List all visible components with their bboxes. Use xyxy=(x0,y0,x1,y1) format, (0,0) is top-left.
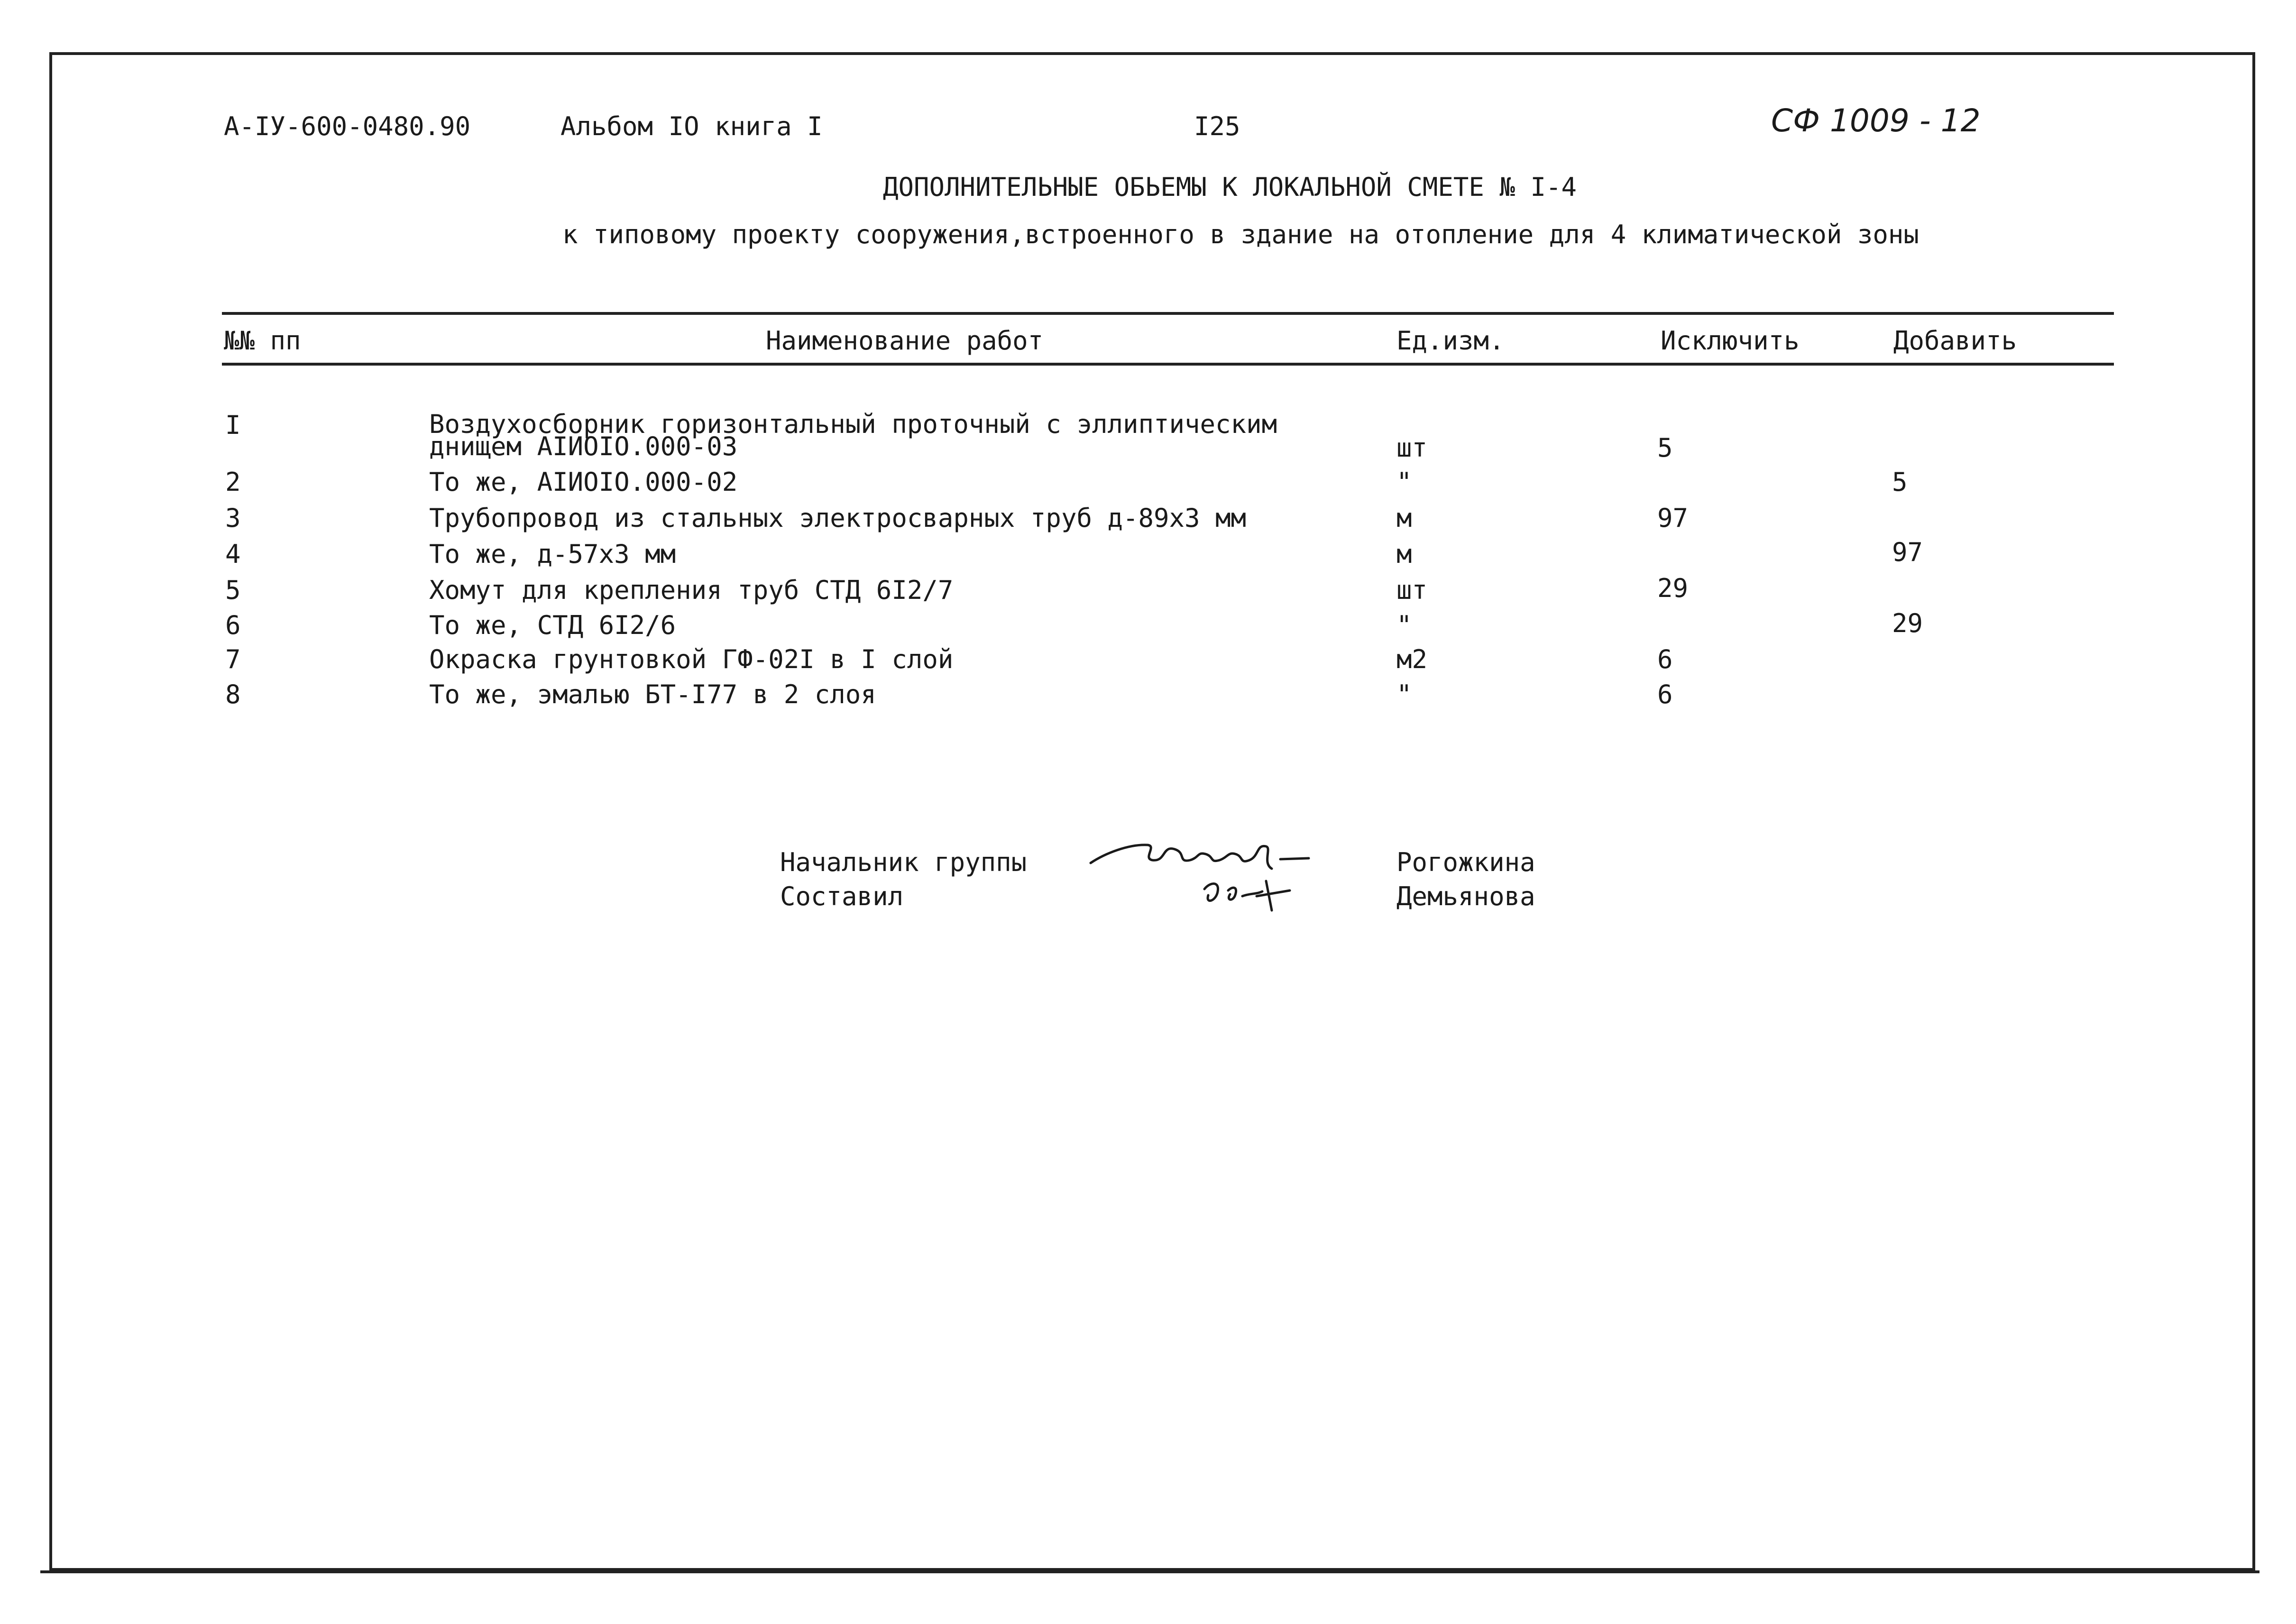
row-name-continued: днищем АIИОIО.000-03 xyxy=(429,431,738,461)
row-name: То же, АIИОIО.000-02 xyxy=(429,467,738,497)
row-number: I xyxy=(225,410,241,440)
row-name: Окраска грунтовкой ГФ-02I в I слой xyxy=(429,644,954,674)
signature-name-group-head: Рогожкина xyxy=(1396,847,1535,877)
row-name: Хомут для крепления труб СТД 6I2/7 xyxy=(429,575,954,605)
row-number: 5 xyxy=(225,575,241,605)
column-header-exclude: Исключить xyxy=(1661,326,1800,356)
column-header-unit: Ед.изм. xyxy=(1396,326,1505,356)
handwritten-stamp: СФ 1009 - 12 xyxy=(1771,102,1981,139)
row-unit: " xyxy=(1396,610,1412,640)
row-exclude: 29 xyxy=(1657,573,1689,603)
row-exclude: 6 xyxy=(1657,644,1673,674)
row-unit: шт xyxy=(1396,433,1428,463)
album-label: Альбом IО книга I xyxy=(560,111,823,141)
signature-name-compiler: Демьянова xyxy=(1396,881,1535,911)
row-exclude: 5 xyxy=(1657,433,1673,463)
row-number: 3 xyxy=(225,503,241,533)
page-number: I25 xyxy=(1194,111,1240,141)
page-frame xyxy=(49,52,2255,1571)
document-code: А-IУ-600-0480.90 xyxy=(224,111,471,141)
row-name: Воздухосборник горизонтальный проточный с эллиптическим xyxy=(429,409,1277,439)
row-add: 29 xyxy=(1892,608,1923,638)
column-header-name: Наименование работ xyxy=(766,326,1044,356)
row-unit: м xyxy=(1396,539,1412,569)
row-unit: " xyxy=(1396,679,1412,709)
table-header-rule xyxy=(222,363,2114,366)
signature-role-compiler: Составил xyxy=(780,881,904,911)
row-number: 2 xyxy=(225,467,241,497)
row-number: 8 xyxy=(225,679,241,709)
document-subtitle: к типовому проекту сооружения,встроенного в здание на отопление для 4 климатической зоны xyxy=(562,220,1919,249)
row-exclude: 97 xyxy=(1657,503,1689,533)
row-name: То же, эмалью БТ-I77 в 2 слоя xyxy=(429,679,876,709)
row-number: 6 xyxy=(225,610,241,640)
row-exclude: 6 xyxy=(1657,679,1673,709)
bottom-border-line xyxy=(40,1570,2259,1573)
row-unit: м2 xyxy=(1396,644,1428,674)
row-add: 97 xyxy=(1892,537,1923,567)
row-unit: " xyxy=(1396,467,1412,497)
handwritten-signatures xyxy=(1086,825,1351,925)
row-add: 5 xyxy=(1892,467,1908,497)
signature-role-group-head: Начальник группы xyxy=(780,847,1027,877)
row-unit: м xyxy=(1396,503,1412,533)
table-top-rule xyxy=(222,312,2114,315)
signature-stroke-compiler xyxy=(1204,881,1290,910)
column-header-number: №№ пп xyxy=(224,326,301,356)
signature-stroke-head xyxy=(1091,845,1309,869)
column-header-add: Добавить xyxy=(1893,326,2017,356)
row-name: Трубопровод из стальных электросварных труб д-89х3 мм xyxy=(429,503,1247,533)
document-title: ДОПОЛНИТЕЛЬНЫЕ ОБЬЕМЫ К ЛОКАЛЬНОЙ СМЕТЕ № I-4 xyxy=(883,172,1577,202)
row-name: То же, СТД 6I2/6 xyxy=(429,610,676,640)
row-number: 7 xyxy=(225,644,241,674)
row-name: То же, д-57х3 мм xyxy=(429,539,676,569)
row-unit: шт xyxy=(1396,575,1428,605)
row-number: 4 xyxy=(225,539,241,569)
